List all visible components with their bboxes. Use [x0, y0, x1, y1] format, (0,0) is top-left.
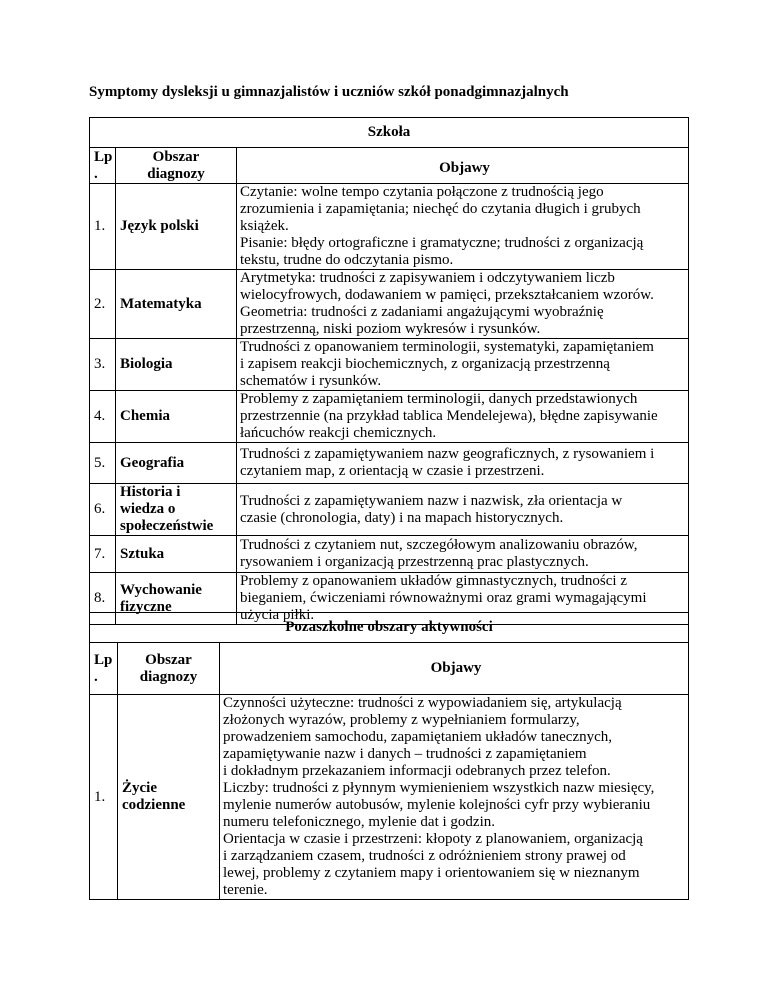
symptoms-cell	[237, 270, 689, 339]
area-line: społeczeństwie	[120, 518, 214, 534]
symptoms-cell	[237, 484, 689, 536]
table-row	[90, 536, 689, 573]
outside-school-table	[89, 612, 689, 900]
lp-header-line: Lp	[94, 651, 113, 668]
symptom-line: Problemy z zapamiętaniem terminologii, danych przedstawionych	[240, 391, 638, 407]
symptoms-header: Objawy	[237, 148, 689, 184]
row-number: 3.	[90, 339, 116, 391]
table-row	[90, 270, 689, 339]
row-number: 4.	[90, 391, 116, 443]
area-line: Życie	[122, 780, 157, 796]
row-number: 1.	[90, 695, 118, 900]
symptom-line: czytaniem map, z orientacją w czasie i przestrzeni.	[240, 463, 545, 479]
diagnosis-area	[118, 695, 220, 900]
symptom-line: prowadzeniem samochodu, zapamiętaniem układów tanecznych,	[223, 729, 613, 745]
symptoms-cell	[220, 695, 689, 900]
row-number: 2.	[90, 270, 116, 339]
symptom-line: schematów i rysunków.	[240, 373, 382, 389]
area-line: Wychowanie	[120, 581, 202, 598]
area-line: Historia i	[120, 484, 181, 500]
school-table	[89, 117, 689, 625]
area-header-line: diagnozy	[147, 165, 205, 182]
symptom-line: i zarządzaniem czasem, trudności z odróżnieniem strony prawej od	[223, 848, 626, 864]
row-number: 5.	[90, 443, 116, 484]
area-header-line: diagnozy	[139, 668, 198, 685]
symptom-line: czasie (chronologia, daty) i na mapach historycznych.	[240, 509, 564, 526]
symptom-line: i zapisem reakcji biochemicznych, z organizacją przestrzenną	[240, 356, 610, 372]
table-row	[90, 391, 689, 443]
lp-header	[90, 643, 118, 695]
symptoms-cell	[237, 391, 689, 443]
area-header-line: Obszar	[152, 148, 200, 165]
diagnosis-area: Chemia	[116, 391, 237, 443]
diagnosis-area: Geografia	[116, 443, 237, 484]
symptom-line: zrozumienia i zapamiętania; niechęć do czytania długich i grubych	[240, 201, 641, 217]
lp-header-line: .	[94, 165, 98, 182]
row-number: 7.	[90, 536, 116, 573]
area-header	[118, 643, 220, 695]
symptom-line: przestrzenną, niski poziom wykresów i rysunków.	[240, 321, 541, 337]
school-section-title: Szkoła	[90, 118, 689, 148]
symptom-line: Czynności użyteczne: trudności z wypowiadaniem się, artykulacją	[223, 695, 622, 711]
symptom-line: Problemy z opanowaniem układów gimnastycznych, trudności z	[240, 573, 627, 589]
lp-header-line: Lp	[94, 148, 113, 165]
symptom-line: Arytmetyka: trudności z zapisywaniem i odczytywaniem liczb	[240, 270, 615, 286]
symptoms-header: Objawy	[220, 643, 689, 695]
symptom-line: Trudności z opanowaniem terminologii, systematyki, zapamiętaniem	[240, 339, 654, 355]
symptom-line: łańcuchów reakcji chemicznych.	[240, 425, 437, 441]
symptom-line: lewej, problemy z czytaniem mapy i orientowaniem się w nieznanym	[223, 865, 640, 881]
diagnosis-area: Biologia	[116, 339, 237, 391]
outside-section-title: Pozaszkolne obszary aktywności	[90, 613, 689, 643]
symptoms-cell	[237, 443, 689, 484]
table-row	[90, 484, 689, 536]
symptom-line: Pisanie: błędy ortograficzne i gramatyczne; trudności z organizacją	[240, 235, 644, 251]
area-line: fizyczne	[120, 598, 172, 615]
symptom-line: złożonych wyrazów, problemy z wypełnianiem formularzy,	[223, 712, 580, 728]
symptom-line: numeru telefonicznego, mylenie dat i godzin.	[223, 814, 495, 830]
diagnosis-area: Język polski	[116, 184, 237, 270]
lp-header-line: .	[94, 668, 98, 685]
symptoms-cell	[237, 184, 689, 270]
symptom-line: przestrzennie (na przykład tablica Mendelejewa), błędne zapisywanie	[240, 408, 658, 424]
symptom-line: Trudności z zapamiętywaniem nazw geograficznych, z rysowaniem i	[240, 446, 655, 462]
symptom-line: zapamiętywanie nazw i danych – trudności z zapamiętaniem	[223, 746, 587, 762]
row-number: 8.	[90, 573, 116, 625]
area-line: codzienne	[122, 797, 186, 813]
diagnosis-area	[116, 484, 237, 536]
symptom-line: Czytanie: wolne tempo czytania połączone z trudnością jego	[240, 184, 604, 200]
diagnosis-area: Matematyka	[116, 270, 237, 339]
document-title: Symptomy dysleksji u gimnazjalistów i uczniów szkół ponadgimnazjalnych	[89, 84, 569, 100]
symptom-line: użycia piłki.	[240, 607, 315, 623]
table-row	[90, 443, 689, 484]
area-header-line: Obszar	[145, 651, 192, 668]
symptom-line: i dokładnym przekazaniem informacji odebranych przez telefon.	[223, 763, 611, 779]
lp-header	[90, 148, 116, 184]
diagnosis-area: Sztuka	[116, 536, 237, 573]
area-header	[116, 148, 237, 184]
symptom-line: Geometria: trudności z zadaniami angażującymi wyobraźnię	[240, 304, 604, 320]
table-row	[90, 695, 689, 900]
area-line: wiedza o	[120, 501, 176, 517]
symptoms-cell	[237, 339, 689, 391]
symptoms-cell	[237, 536, 689, 573]
symptom-line: terenie.	[223, 882, 268, 898]
symptom-line: bieganiem, ćwiczeniami równoważnymi oraz grami wymagającymi	[240, 590, 647, 606]
row-number: 1.	[90, 184, 116, 270]
symptom-line: tekstu, trudne do odczytania pismo.	[240, 252, 454, 268]
symptom-line: wielocyfrowych, dodawaniem w pamięci, przekształcaniem wzorów.	[240, 287, 654, 303]
symptom-line: książek.	[240, 218, 289, 234]
symptom-line: Orientacja w czasie i przestrzeni: kłopoty z planowaniem, organizacją	[223, 831, 643, 847]
symptom-line: Trudności z zapamiętywaniem nazw i nazwisk, zła orientacja w	[240, 492, 623, 509]
symptom-line: Trudności z czytaniem nut, szczegółowym analizowaniu obrazów,	[240, 537, 638, 553]
symptom-line: mylenie numerów autobusów, mylenie kolejności cyfr przy wybieraniu	[223, 797, 651, 813]
symptom-line: Liczby: trudności z płynnym wymienieniem wszystkich nazw miesięcy,	[223, 780, 655, 796]
row-number: 6.	[90, 484, 116, 536]
table-row	[90, 339, 689, 391]
table-row	[90, 184, 689, 270]
symptom-line: rysowaniem i organizacją przestrzenną prac plastycznych.	[240, 554, 589, 570]
